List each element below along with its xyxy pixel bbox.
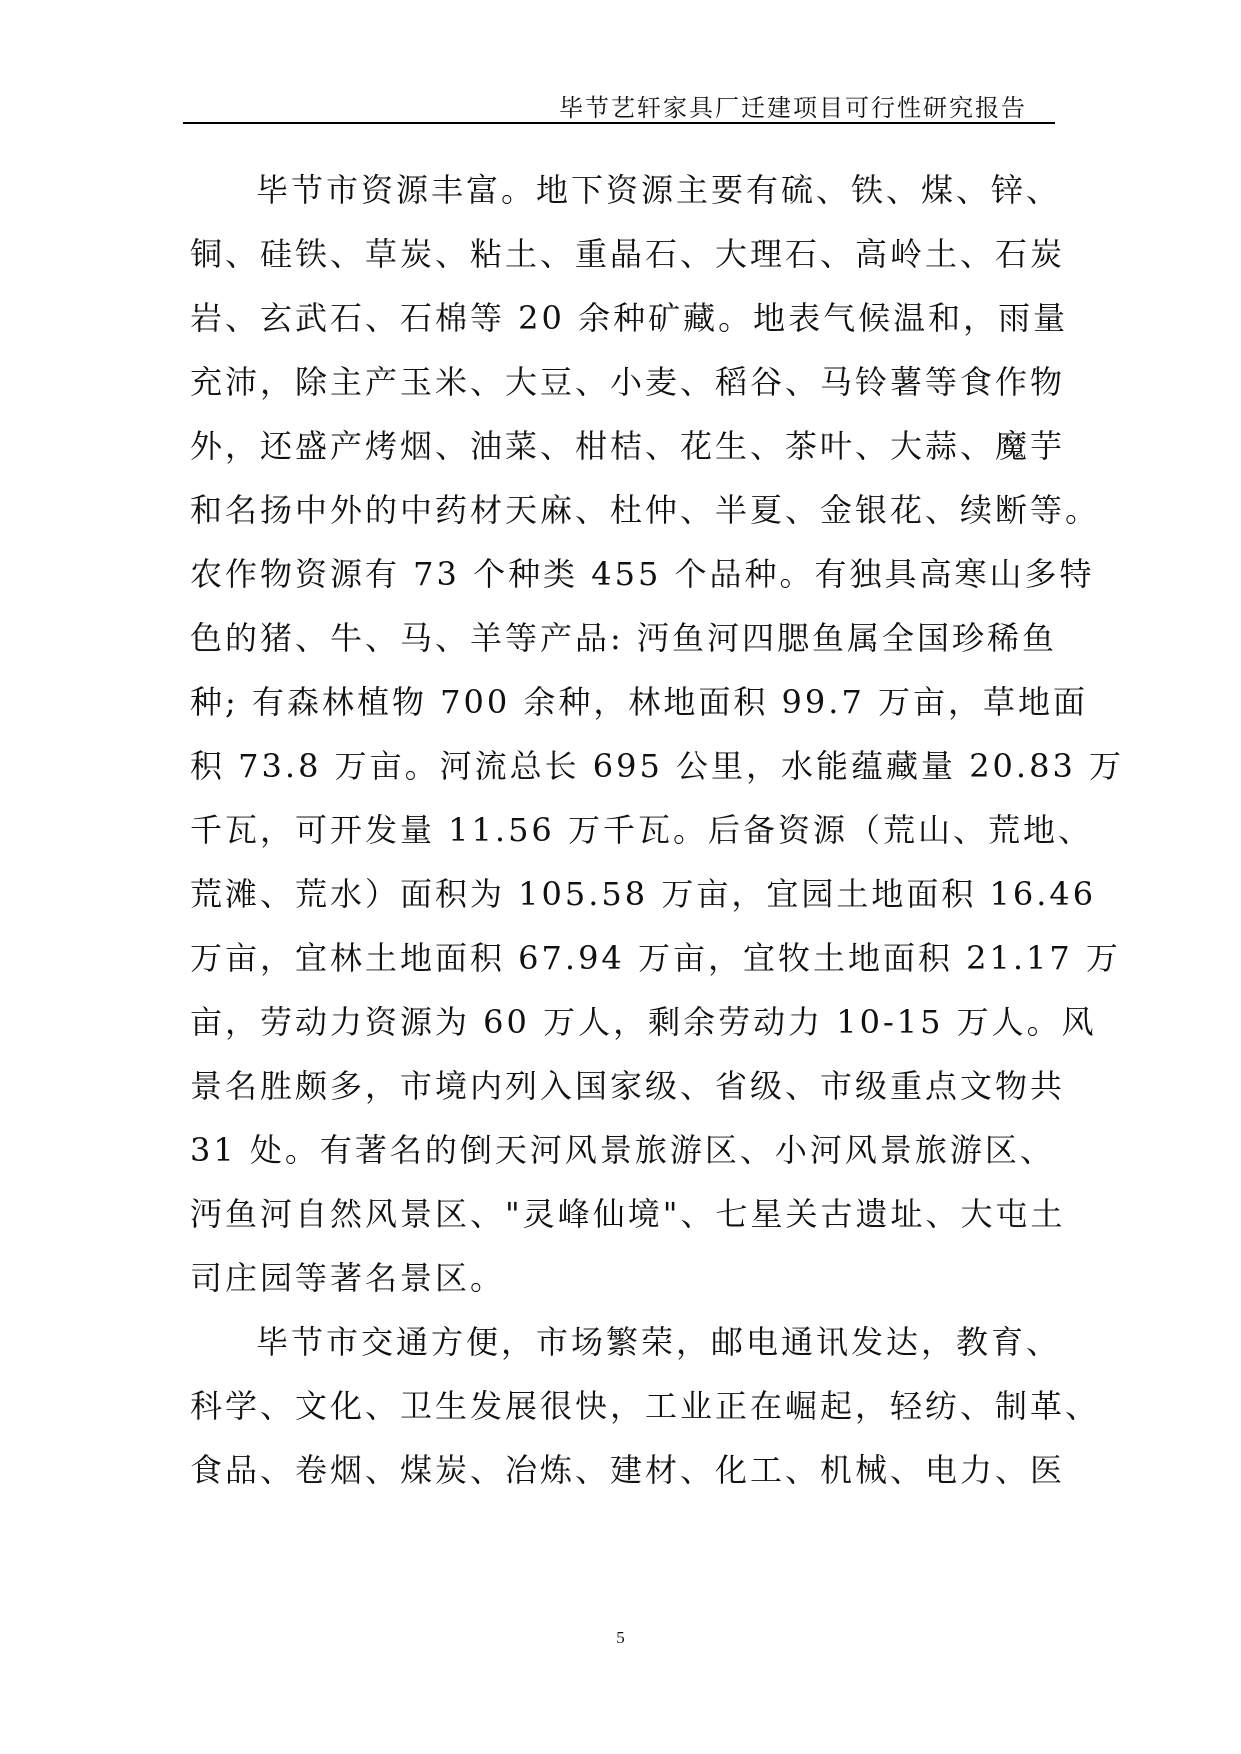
text-line: 充沛，除主产玉米、大豆、小麦、稻谷、马铃薯等食作物: [190, 363, 1066, 401]
text-line: 景名胜颇多，市境内列入国家级、省级、市级重点文物共: [190, 1067, 1066, 1105]
body-text: [190, 158, 1124, 1502]
text-line: 千瓦，可开发量 11.56 万千瓦。后备资源（荒山、荒地、: [190, 811, 1093, 849]
text-line: 司庄园等著名景区。: [190, 1259, 506, 1297]
text-line: 万亩，宜林土地面积 67.94 万亩，宜牧土地面积 21.17 万: [190, 939, 1121, 977]
text-line: 亩，劳动力资源为 60 万人，剩余劳动力 10-15 万人。风: [190, 1003, 1097, 1041]
paragraph: [190, 158, 1124, 1310]
text-line: 岩、玄武石、石棉等 20 余种矿藏。地表气候温和，雨量: [190, 299, 1069, 337]
text-line: 外，还盛产烤烟、油菜、柑桔、花生、茶叶、大蒜、魔芋: [190, 427, 1066, 465]
page-header: [183, 84, 1055, 124]
text-line: 种; 有森林植物 700 余种，林地面积 99.7 万亩，草地面: [190, 683, 1088, 721]
text-line: 荒滩、荒水）面积为 105.58 万亩，宜园土地面积 16.46: [190, 875, 1097, 913]
text-line: 31 处。有著名的倒天河风景旅游区、小河风景旅游区、: [190, 1131, 1055, 1169]
text-line: 积 73.8 万亩。河流总长 695 公里，水能蕴藏量 20.83 万: [190, 747, 1124, 785]
text-line: 农作物资源有 73 个种类 455 个品种。有独具高寒山多特: [190, 555, 1095, 593]
text-line: 科学、文化、卫生发展很快，工业正在崛起，轻纺、制革、: [190, 1387, 1101, 1425]
header-title: 毕节艺轩家具厂迁建项目可行性研究报告: [559, 94, 1027, 122]
text-line: 毕节市交通方便，市场繁荣，邮电通讯发达，教育、: [256, 1323, 1062, 1361]
text-line: 铜、硅铁、草炭、粘土、重晶石、大理石、高岭土、石炭: [190, 235, 1066, 273]
text-line: 沔鱼河自然风景区、"灵峰仙境"、七星关古遗址、大屯土: [190, 1195, 1066, 1233]
text-line: 食品、卷烟、煤炭、冶炼、建材、化工、机械、电力、医: [190, 1451, 1066, 1489]
text-line: 毕节市资源丰富。地下资源主要有硫、铁、煤、锌、: [256, 171, 1062, 209]
paragraph: [190, 1310, 1101, 1502]
text-line: 色的猪、牛、马、羊等产品: 沔鱼河四腮鱼属全国珍稀鱼: [190, 619, 1057, 657]
page-number: 5: [616, 1628, 625, 1647]
text-line: 和名扬中外的中药材天麻、杜仲、半夏、金银花、续断等。: [190, 491, 1101, 529]
